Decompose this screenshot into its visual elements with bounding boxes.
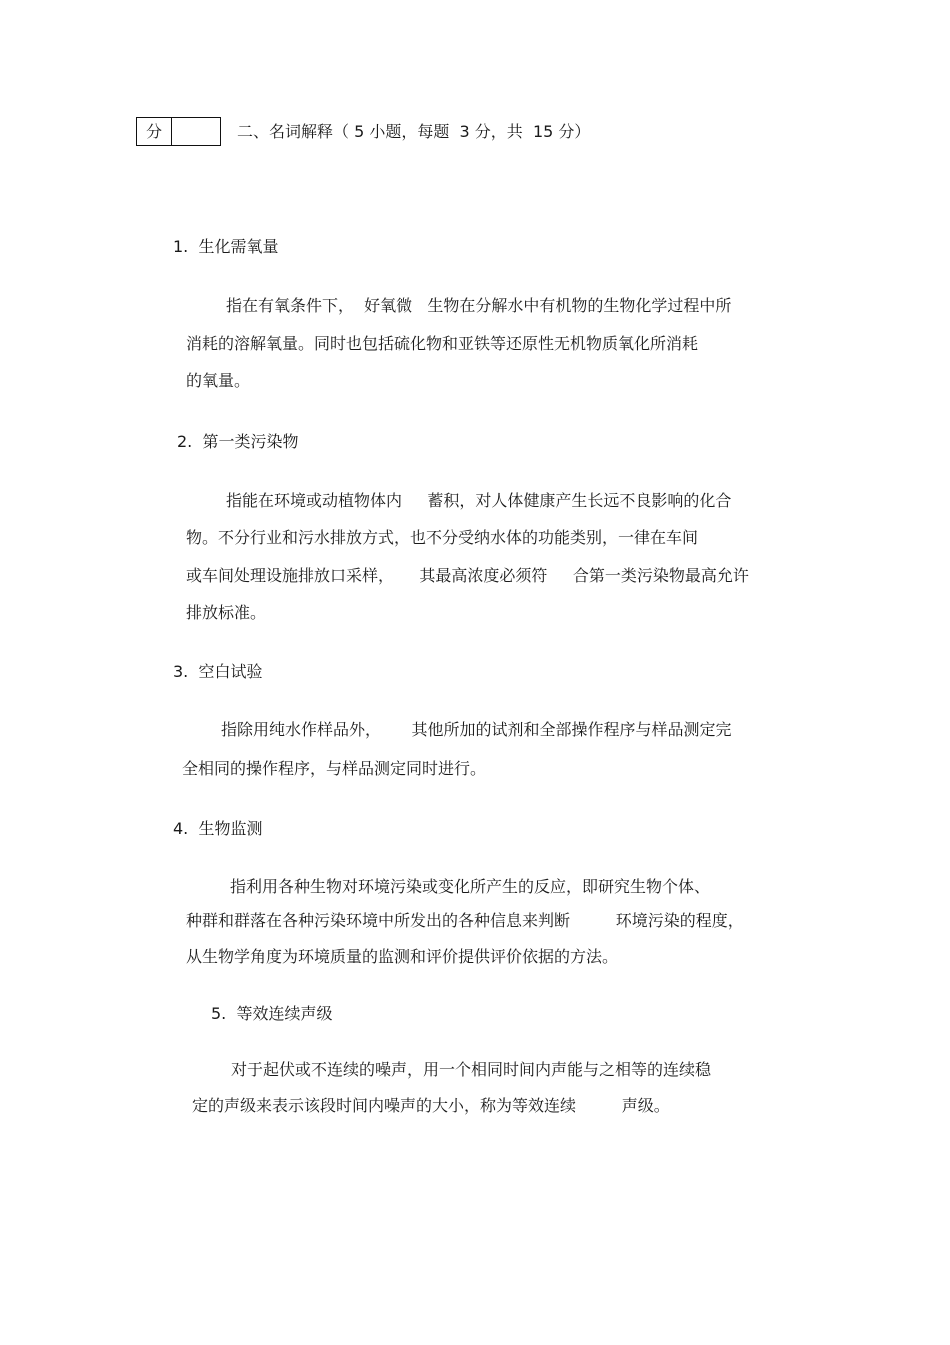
score-box	[136, 117, 221, 146]
definition-line: 消耗的溶解氧量。同时也包括硫化物和亚铁等还原性无机物质氧化所消耗	[186, 334, 699, 353]
term-heading-1: 1. 生化需氧量	[173, 237, 279, 256]
score-label: 分	[137, 118, 172, 145]
definition-line: 从生物学角度为环境质量的监测和评价提供评价依据的方法。	[186, 947, 619, 966]
definition-line: 的氧量。	[186, 371, 251, 390]
definition-line: 指在有氧条件下， 好氧微 生物在分解水中有机物的生物化学过程中所	[226, 296, 732, 315]
term-heading-4: 4. 生物监测	[173, 819, 263, 838]
term-heading-2: 2. 第一类污染物	[177, 432, 299, 451]
definition-line: 指除用纯水作样品外， 其他所加的试剂和全部操作程序与样品测定完	[221, 720, 732, 739]
definition-line: 对于起伏或不连续的噪声，用一个相同时间内声能与之相等的连续稳	[231, 1060, 712, 1079]
definition-line: 定的声级来表示该段时间内噪声的大小，称为等效连续 声级。	[192, 1096, 670, 1115]
score-blank-cell	[172, 118, 220, 145]
definition-line: 物。不分行业和污水排放方式，也不分受纳水体的功能类别，一律在车间	[186, 528, 699, 547]
definition-line: 指能在环境或动植物体内 蓄积，对人体健康产生长远不良影响的化合	[226, 491, 732, 510]
definition-line: 种群和群落在各种污染环境中所发出的各种信息来判断 环境污染的程度，	[186, 911, 744, 930]
term-heading-3: 3. 空白试验	[173, 662, 263, 681]
section-title: 二、名词解释（ 5 小题，每题 3 分，共 15 分）	[237, 122, 591, 141]
definition-line: 全相同的操作程序，与样品测定同时进行。	[182, 759, 487, 778]
definition-line: 排放标准。	[186, 603, 267, 622]
definition-line: 指利用各种生物对环境污染或变化所产生的反应，即研究生物个体、	[230, 877, 711, 896]
term-heading-5: 5. 等效连续声级	[211, 1004, 333, 1023]
definition-line: 或车间处理设施排放口采样， 其最高浓度必须符 合第一类污染物最高允许	[186, 566, 749, 585]
